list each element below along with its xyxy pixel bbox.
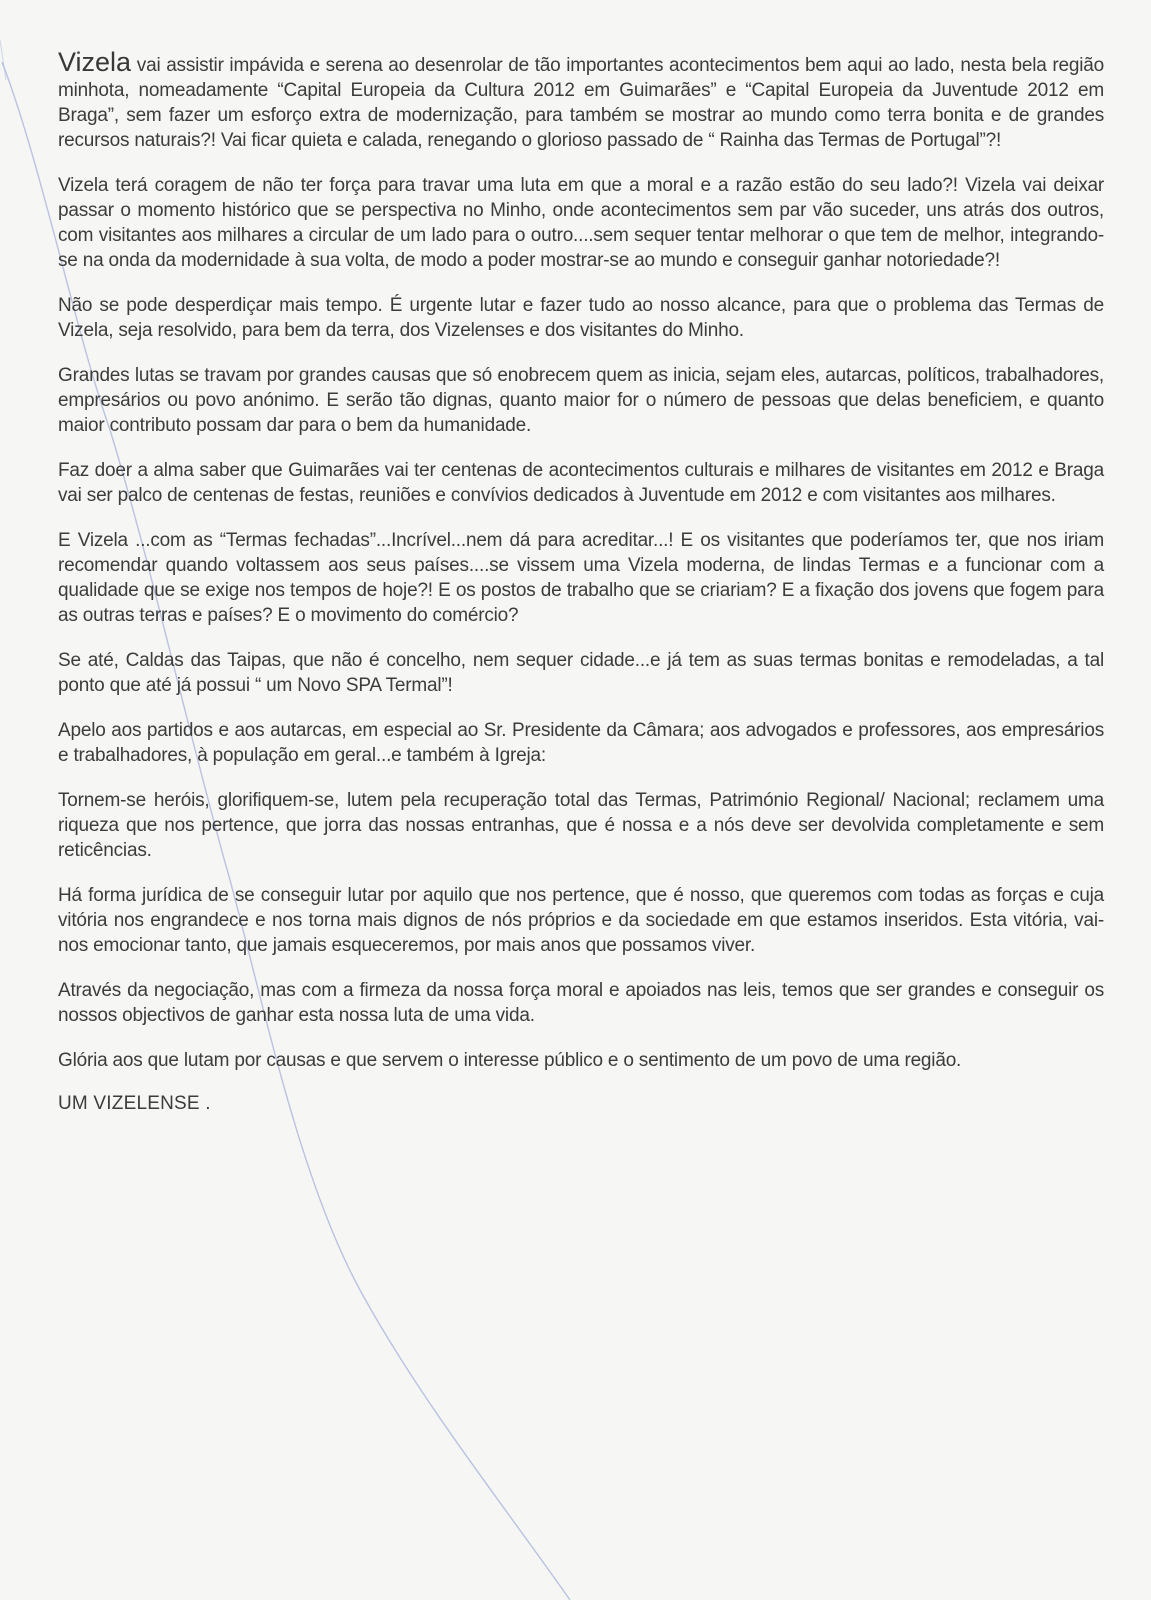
paragraph-10: Há forma jurídica de se conseguir lutar por aquilo que nos pertence, que é nosso, que queremos com todas as forças e cuja vitória nos engrandece e nos torna mais dignos de nós próprios e da sociedade em que estamos inseridos. Esta vitória, vai-nos emocionar tanto, que jamais esqueceremos, por mais anos que possamos viver. xyxy=(58,885,1104,956)
paragraph-5: Faz doer a alma saber que Guimarães vai ter centenas de acontecimentos culturais e milhares de visitantes em 2012 e Braga vai ser palco de centenas de festas, reuniões e convívios dedicados à Juventude em 2012 e com visitantes aos milhares. xyxy=(58,460,1104,506)
paragraph-4: Grandes lutas se travam por grandes causas que só enobrecem quem as inicia, sejam eles, autarcas, políticos, trabalhadores, empresários ou povo anónimo. E serão tão dignas, quanto maior for o número de pessoas que delas beneficiem, e quanto maior contributo possam dar para o bem da humanidade. xyxy=(58,365,1104,436)
signature: UM VIZELENSE . xyxy=(58,1093,211,1114)
paragraph-7: Se até, Caldas das Taipas, que não é concelho, nem sequer cidade...e já tem as suas termas bonitas e remodeladas, a tal ponto que até já possui “ um Novo SPA Termal”! xyxy=(58,650,1104,696)
paragraph-3: Não se pode desperdiçar mais tempo. É urgente lutar e fazer tudo ao nosso alcance, para que o problema das Termas de Vizela, seja resolvido, para bem da terra, dos Vizelenses e dos visitantes do Minho. xyxy=(58,295,1104,341)
paragraph-11: Através da negociação, mas com a firmeza da nossa força moral e apoiados nas leis, temos que ser grandes e conseguir os nossos objectivos de ganhar esta nossa luta de uma vida. xyxy=(58,980,1104,1026)
paragraph-1 xyxy=(58,47,1104,153)
paragraph-12: Glória aos que lutam por causas e que servem o interesse público e o sentimento de um povo de uma região. xyxy=(58,1050,962,1071)
paragraph-9: Tornem-se heróis, glorifiquem-se, lutem pela recuperação total das Termas, Património Regional/ Nacional; reclamem uma riqueza que nos pertence, que jorra das nossas entranhas, que é nossa e a nós deve ser devolvida completamente e sem reticências. xyxy=(58,790,1104,861)
letter-body xyxy=(58,47,1104,1115)
paragraph-6: E Vizela ...com as “Termas fechadas”...Incrível...nem dá para acreditar...! E os visitantes que poderíamos ter, que nos iriam recomendar quando voltassem aos seus países....se vissem uma Vizela moderna, de lindas Termas e a funcionar com a qualidade que se exige nos tempos de hoje?! E os postos de trabalho que se criariam? E a fixação dos jovens que fogem para as outras terras e países? E o movimento do comércio? xyxy=(58,530,1104,626)
paragraph-2: Vizela terá coragem de não ter força para travar uma luta em que a moral e a razão estão do seu lado?! Vizela vai deixar passar o momento histórico que se perspectiva no Minho, onde acontecimentos sem par vão suceder, uns atrás dos outros, com visitantes aos milhares a circular de um lado para o outro....sem sequer tentar melhorar o que tem de melhor, integrando-se na onda da modernidade à sua volta, de modo a poder mostrar-se ao mundo e conseguir ganhar notoriedade?! xyxy=(58,175,1104,271)
paragraph-1-text: vai assistir impávida e serena ao desenrolar de tão importantes acontecimentos bem aqui ao lado, nesta bela região minhota, nomeadamente “Capital Europeia da Cultura 2012 em Guimarães” e “Capital Europeia da Juventude 2012 em Braga”, sem fazer um esforço extra de modernização, para também se mostrar ao mundo como terra bonita e de grandes recursos naturais?! Vai ficar quieta e calada, renegando o glorioso passado de “ Rainha das Termas de Portugal”?! xyxy=(58,55,1104,151)
lead-word-vizela: Vizela xyxy=(58,47,132,77)
paragraph-8: Apelo aos partidos e aos autarcas, em especial ao Sr. Presidente da Câmara; aos advogados e professores, aos empresários e trabalhadores, à população em geral...e também à Igreja: xyxy=(58,720,1104,766)
